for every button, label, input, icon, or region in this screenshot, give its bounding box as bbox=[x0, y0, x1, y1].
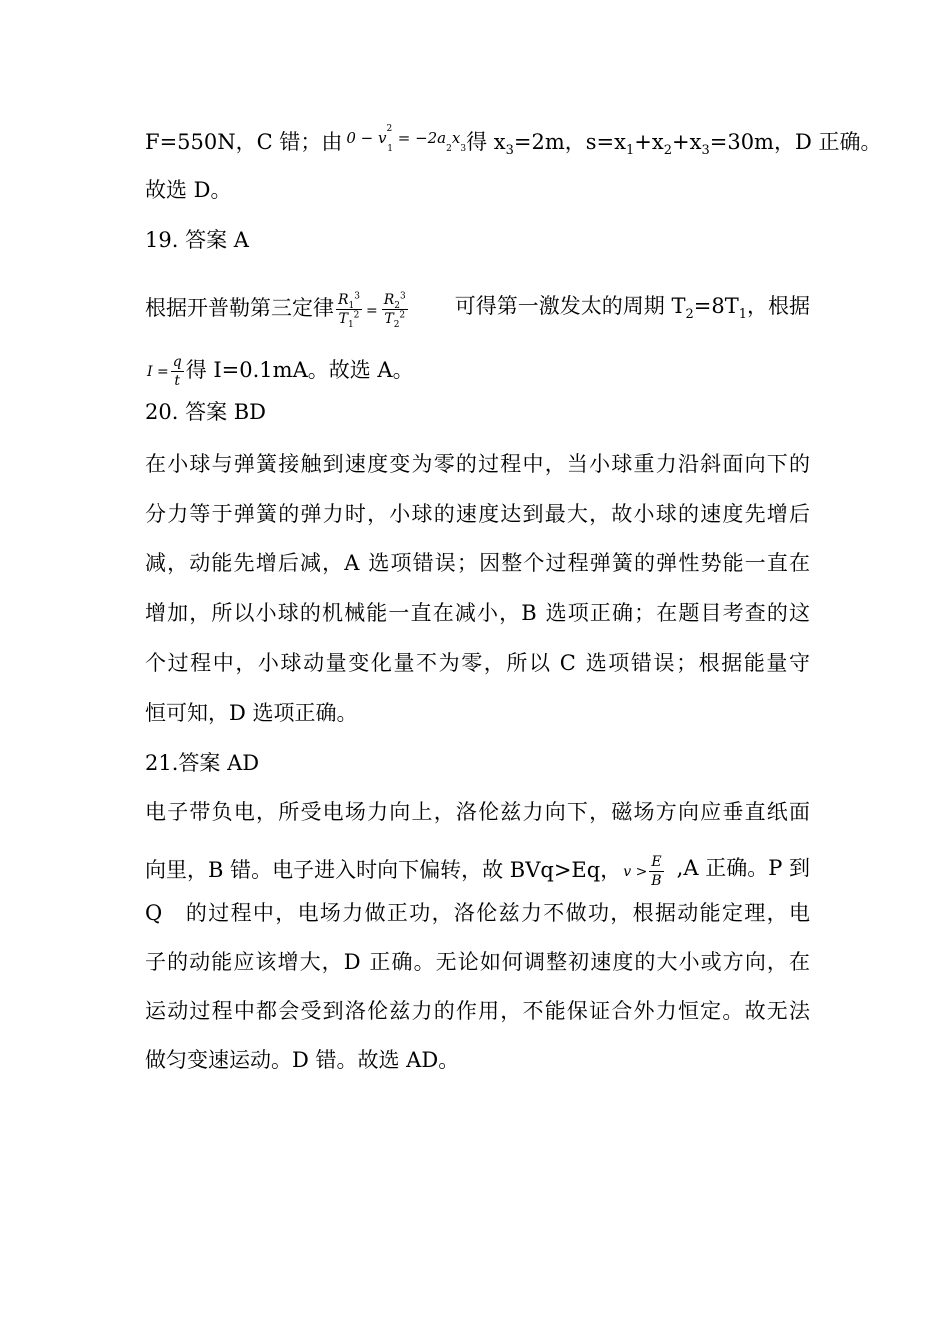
kinematics-formula bbox=[346, 124, 466, 152]
math-token: 0 − v bbox=[346, 128, 387, 147]
text-line bbox=[145, 354, 810, 389]
math-token: x bbox=[451, 128, 461, 147]
math-token: = −2a bbox=[392, 128, 447, 147]
text-run: 向里，B 错。电子进入时向下偏转，故 BVq>Eq， bbox=[145, 858, 622, 882]
text-run: 根据开普勒第三定律 bbox=[145, 296, 334, 320]
subscript: 1 bbox=[738, 307, 747, 323]
text-line bbox=[145, 549, 810, 577]
text-line bbox=[145, 899, 810, 927]
math-numerator: q bbox=[172, 354, 182, 370]
text-run: ,A 正确。P 到 bbox=[676, 856, 810, 880]
math-numerator: E bbox=[651, 854, 662, 870]
text-segment bbox=[466, 128, 881, 158]
velocity-formula bbox=[623, 854, 663, 889]
math-superscript: 2 bbox=[399, 310, 406, 321]
text-run: 个过程中，小球动量变化量不为零，所以 C 选项错误；根据能量守 bbox=[145, 651, 812, 675]
text-run: 运动过程中都会受到洛伦兹力的作用，不能保证合外力恒定。故无法 bbox=[145, 999, 812, 1023]
text-run: +x bbox=[672, 130, 702, 154]
text-line bbox=[145, 798, 810, 826]
text-run: 21.答案 AD bbox=[145, 751, 260, 775]
text-run: 19. 答案 A bbox=[145, 228, 249, 252]
math-subscript: 2 bbox=[446, 143, 452, 154]
text-run: 故选 D。 bbox=[145, 178, 232, 202]
subscript: 2 bbox=[685, 307, 694, 323]
text-run: 在小球与弹簧接触到速度变为零的过程中，当小球重力沿斜面向下的 bbox=[145, 452, 812, 476]
text-run: F=550N，C 错；由 bbox=[145, 130, 343, 154]
text-line bbox=[145, 699, 810, 727]
text-run: 增加，所以小球的机械能一直在减小，B 选项正确；在题目考查的这 bbox=[145, 601, 812, 625]
text-line bbox=[145, 176, 810, 204]
equals-sign: = bbox=[366, 303, 378, 319]
text-run: 减，动能先增后减，A 选项错误；因整个过程弹簧的弹性势能一直在 bbox=[145, 551, 812, 575]
math-denominator: B bbox=[651, 873, 662, 889]
text-run: ，根据 bbox=[747, 294, 810, 318]
math-subscript: 3 bbox=[460, 143, 467, 154]
text-run: 得 x bbox=[466, 130, 506, 154]
text-line bbox=[145, 450, 810, 478]
text-run: 20. 答案 BD bbox=[145, 400, 267, 424]
math-denominator: t bbox=[174, 373, 181, 389]
math-token: T bbox=[384, 311, 394, 327]
math-subscript: 1 bbox=[348, 300, 355, 311]
text-line bbox=[145, 291, 810, 330]
math-superscript: 3 bbox=[400, 291, 406, 302]
text-line bbox=[145, 500, 810, 528]
text-run: =30m，D 正确。 bbox=[709, 130, 882, 154]
question-heading-21 bbox=[145, 749, 810, 777]
math-subscript: 1 bbox=[347, 319, 354, 330]
text-line bbox=[145, 123, 882, 159]
text-line bbox=[145, 854, 810, 889]
subscript: 1 bbox=[625, 143, 635, 159]
text-run: Q 的过程中，电场力做正功，洛伦兹力不做功，根据动能定理，电 bbox=[145, 901, 812, 925]
math-superscript: 2 bbox=[386, 123, 393, 134]
text-segment bbox=[145, 291, 410, 330]
text-line bbox=[145, 599, 810, 627]
text-segment bbox=[455, 292, 810, 327]
text-line bbox=[145, 997, 810, 1025]
subscript: 2 bbox=[663, 143, 672, 159]
kepler-fraction-right bbox=[382, 291, 408, 330]
math-superscript: 2 bbox=[353, 310, 360, 321]
subscript: 3 bbox=[701, 143, 710, 159]
text-run: 做匀变速运动。D 错。故选 AD。 bbox=[145, 1048, 460, 1072]
text-segment bbox=[145, 123, 467, 158]
text-run: 得 I=0.1mA。故选 A。 bbox=[185, 358, 414, 382]
text-line bbox=[145, 649, 810, 677]
math-token: R bbox=[383, 292, 395, 308]
text-run: 可得第一激发太的周期 T bbox=[454, 294, 686, 318]
math-subscript: 2 bbox=[394, 300, 401, 311]
text-run: +x bbox=[634, 130, 664, 154]
text-run: =2m，s=x bbox=[513, 130, 626, 154]
question-heading-19 bbox=[145, 226, 810, 254]
subscript: 3 bbox=[505, 143, 514, 159]
text-line bbox=[145, 948, 810, 976]
text-run: =8T bbox=[693, 294, 739, 318]
text-run: 恒可知，D 选项正确。 bbox=[145, 701, 358, 725]
math-subscript: 1 bbox=[387, 143, 393, 154]
math-token: v > bbox=[623, 863, 648, 880]
kepler-fraction-left bbox=[336, 291, 362, 330]
text-run: 子的动能应该增大，D 正确。无论如何调整初速度的大小或方向，在 bbox=[145, 950, 812, 974]
math-subscript: 2 bbox=[393, 319, 400, 330]
text-segment bbox=[145, 854, 666, 889]
math-superscript: 3 bbox=[354, 291, 361, 302]
text-run: 电子带负电，所受电场力向上，洛伦兹力向下，磁场方向应垂直纸面 bbox=[145, 800, 812, 824]
text-line bbox=[145, 1046, 810, 1074]
question-heading-20 bbox=[145, 398, 810, 426]
math-token: I = bbox=[147, 363, 169, 380]
current-formula bbox=[147, 354, 184, 389]
text-segment bbox=[677, 854, 810, 889]
math-token: R bbox=[338, 292, 349, 308]
math-token: T bbox=[338, 311, 348, 327]
text-run: 分力等于弹簧的弹力时，小球的速度达到最大，故小球的速度先增后 bbox=[145, 502, 812, 526]
